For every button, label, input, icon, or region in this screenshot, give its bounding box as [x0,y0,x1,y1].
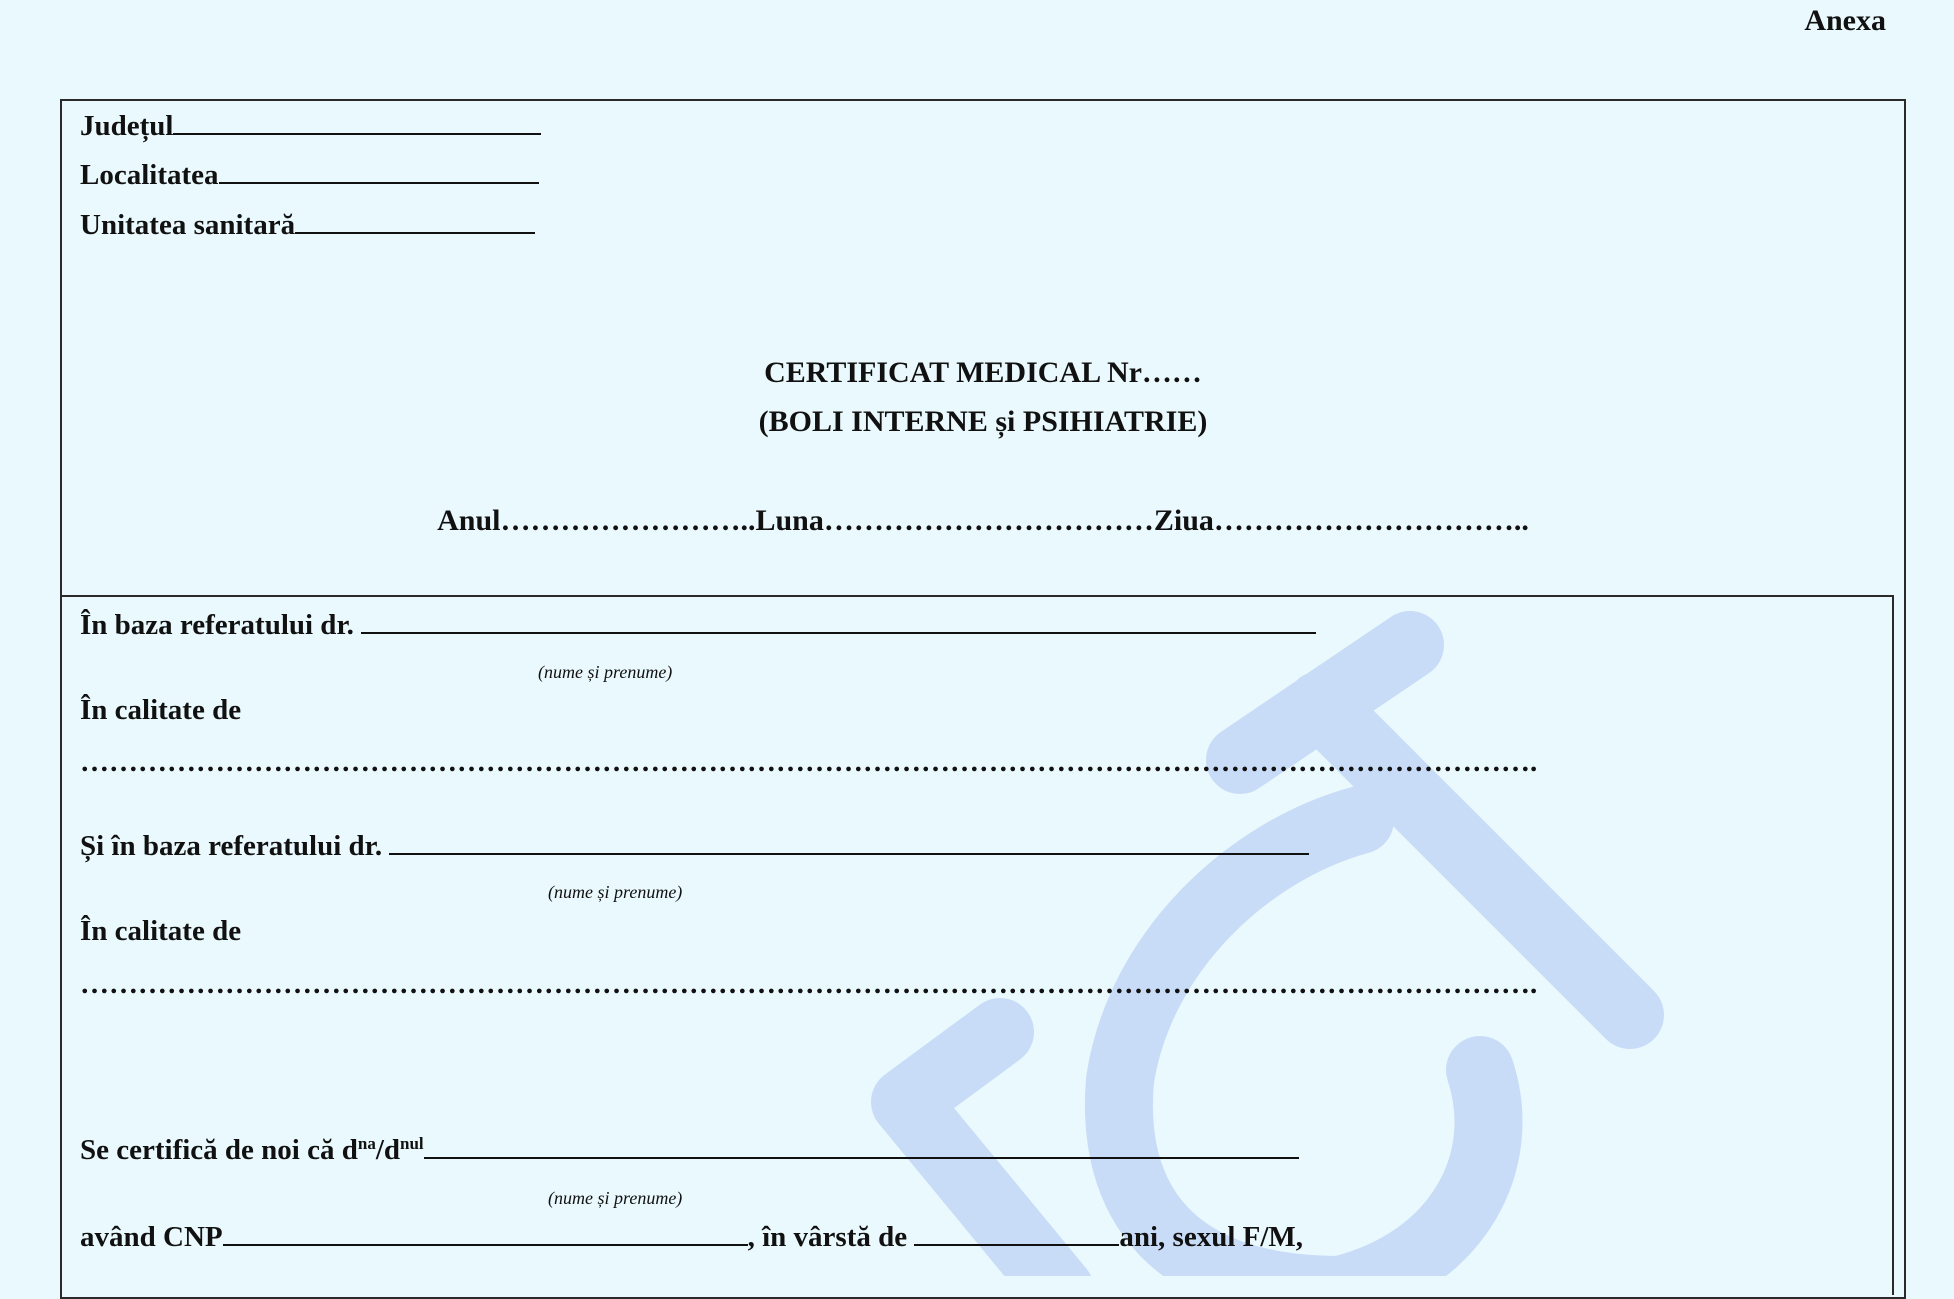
county-label: Județul [80,110,174,142]
cnp-label: având CNP [80,1221,223,1253]
certify-prefix: Se certifică de noi că d [80,1134,358,1166]
sex-label: ani, sexul F/M, [1119,1221,1304,1253]
referral2-label: Și în baza referatului dr. [80,830,383,862]
certify-separator: /d [375,1134,401,1166]
referral1-field [80,610,1316,640]
name-note: (nume și prenume) [548,1188,683,1208]
certify-superscript-male: nul [400,1134,424,1153]
capacity2-label: În calitate de [80,915,242,947]
locality-field [80,160,539,190]
unit-blank[interactable] [295,210,535,234]
capacity2-dots[interactable]: ……………………………………………………………………………………………………………………………………. [80,968,1538,1000]
certify-name-blank[interactable] [424,1135,1299,1159]
cnp-field [80,1222,1303,1252]
certify-field [80,1135,1299,1165]
capacity1-dots[interactable]: ……………………………………………………………………………………………………………………………………. [80,746,1538,778]
cnp-blank[interactable] [223,1222,748,1246]
age-label: , în vârstă de [747,1221,908,1253]
county-field [80,111,541,141]
name-note: (nume și prenume) [548,882,683,902]
unit-label: Unitatea sanitară [80,209,296,241]
annex-label: Anexa [1804,4,1886,37]
certificate-subtitle: (BOLI INTERNE și PSIHIATRIE) [758,405,1208,438]
county-blank[interactable] [173,111,541,135]
locality-label: Localitatea [80,159,219,191]
referral1-blank[interactable] [361,610,1316,634]
form-inner-border [60,595,1894,1295]
age-blank[interactable] [914,1222,1119,1246]
unit-field [80,210,535,240]
referral2-field [80,831,1309,861]
locality-blank[interactable] [219,160,539,184]
date-line: Anul……………………..Luna……………………………Ziua………………………….. [437,504,1529,537]
name-note: (nume și prenume) [538,662,673,682]
certify-superscript-female: na [357,1134,376,1153]
capacity1-label: În calitate de [80,694,242,726]
referral1-label: În baza referatului dr. [80,609,354,641]
referral2-blank[interactable] [389,831,1309,855]
certificate-title: CERTIFICAT MEDICAL Nr…… [764,356,1202,389]
